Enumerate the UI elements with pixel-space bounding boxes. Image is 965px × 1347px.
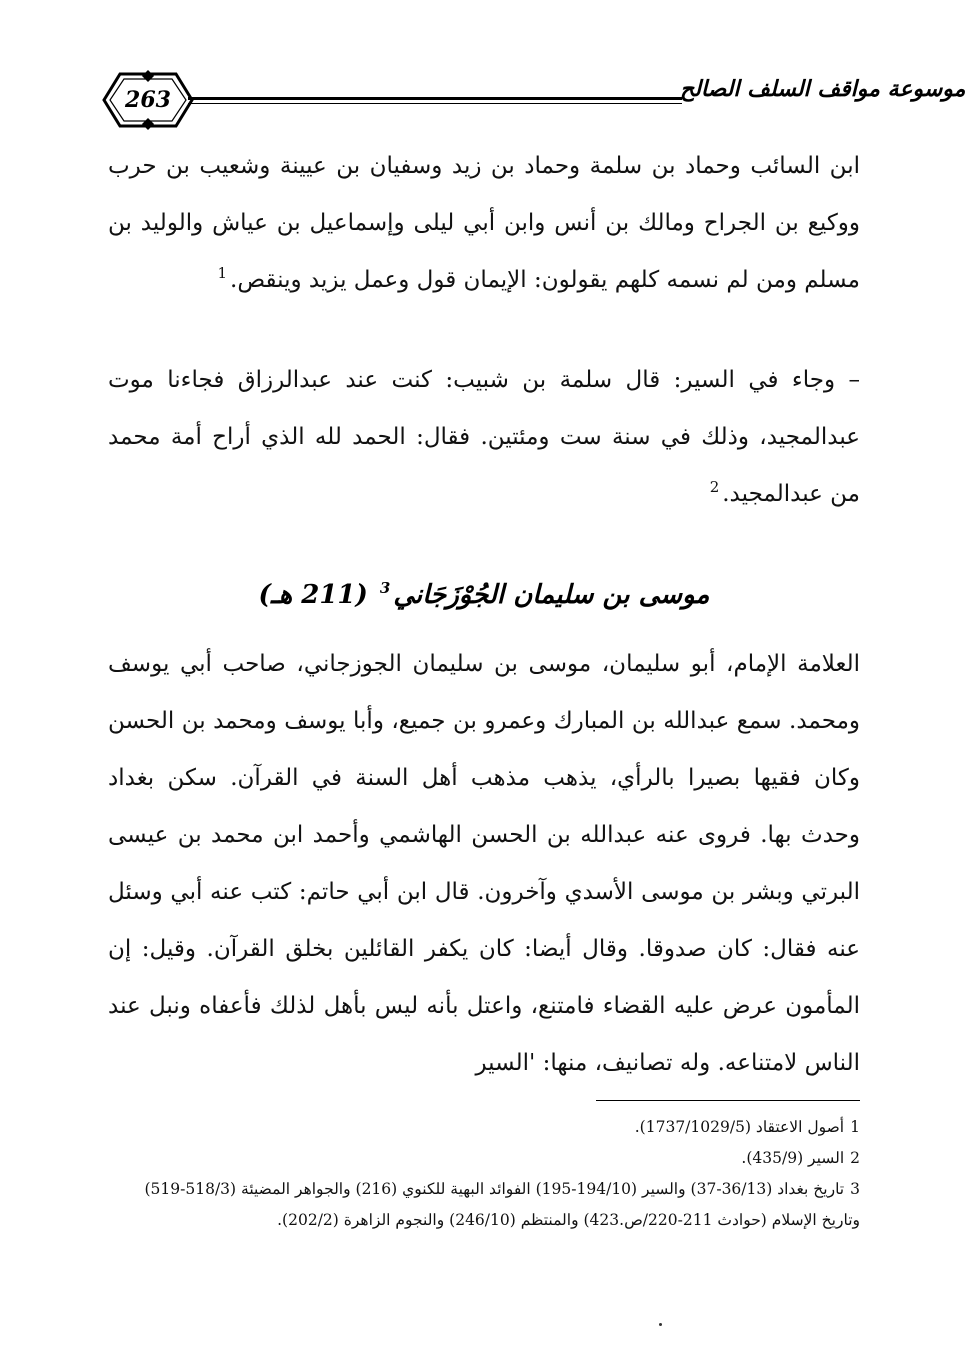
- paragraph-3-text: العلامة الإمام، أبو سليمان، موسى بن سليمان الجوزجاني، صاحب أبي يوسف ومحمد. سمع عبدالله بن المبارك وعمرو بن جميع، وأبا يوسف ومحمد بن الحسن وكان فقيها بصيرا بالرأي، يذهب مذهب أهل السنة في القرآن. سكن بغداد وحدث بها. فروى عنه عبدالله بن الحسن الهاشمي وأحمد ابن محمد بن عيسى البرتي وبشر بن موسى الأسدي وآخرون. قال ابن أبي حاتم: كتب عنه أبي وسئل عنه فقال: كان صدوقا. وقال أيضا: كان يكفر القائلين بخلق القرآن. وقيل: إن المأمون عرض عليه القضاء فامتنع، واعتل بأنه ليس بأهل لذلك فأعفاه ونبل عند الناس لامتناعه. وله تصانيف، منها: 'السير: [108, 651, 860, 1076]
- page-header: [100, 70, 965, 130]
- footnotes: [108, 1112, 860, 1236]
- paragraph-1-text: ابن السائب وحماد بن سلمة وحماد بن زيد وسفيان بن عيينة وشعيب بن حرب ووكيع بن الجراح ومالك بن أنس وابن أبي ليلى وإسماعيل بن عياش والوليد بن مسلم ومن لم نسمه كلهم يقولون: الإيمان قول وعمل يزيد وينقص.: [108, 153, 860, 293]
- footnote-number: 2: [850, 1149, 860, 1167]
- footnote-text: أصول الاعتقاد (1737/1029/5).: [634, 1118, 845, 1136]
- scan-speck: [659, 1323, 662, 1326]
- paragraph-2: [108, 352, 860, 523]
- footnote-ref-1[interactable]: 1: [217, 264, 228, 283]
- section-heading: [108, 580, 860, 610]
- paragraph-3: [108, 636, 860, 1092]
- page-number: 263: [125, 87, 171, 113]
- page-number-badge: [100, 70, 196, 130]
- header-rule: [188, 97, 682, 104]
- heading-date: (211 هـ): [258, 580, 368, 610]
- footnote-number: 3: [850, 1180, 860, 1198]
- footnote-2: [108, 1143, 860, 1174]
- paragraph-1: [108, 138, 860, 309]
- heading-name: موسى بن سليمان الجُوْزَجَاني: [393, 580, 710, 610]
- paragraph-2-text: – وجاء في السير: قال سلمة بن شبيب: كنت عند عبدالرزاق فجاءنا موت عبدالمجيد، وذلك في سنة ست ومئتين. فقال: الحمد لله الذي أراح أمة محمد من عبدالمجيد.: [108, 367, 860, 507]
- footnote-ref-3[interactable]: 3: [379, 579, 391, 598]
- footnote-text: تاريخ بغداد (36/13-37) والسير (194/10-195) الفوائد البهية للكنوي (216) والجواهر المضيئة (518/3-519) وتاريخ الإسلام (حوادث 211-220/ص.423) والمنتظم (246/10) والنجوم الزاهرة (202/2).: [144, 1180, 860, 1229]
- footnote-number: 1: [850, 1118, 860, 1136]
- footnote-ref-2[interactable]: 2: [709, 478, 720, 497]
- footnote-text: السير (435/9).: [741, 1149, 845, 1167]
- series-title: موسوعة مواقف السلف الصالح: [680, 76, 965, 102]
- footnote-divider: [596, 1100, 860, 1101]
- footnote-3: [108, 1174, 860, 1236]
- footnote-1: [108, 1112, 860, 1143]
